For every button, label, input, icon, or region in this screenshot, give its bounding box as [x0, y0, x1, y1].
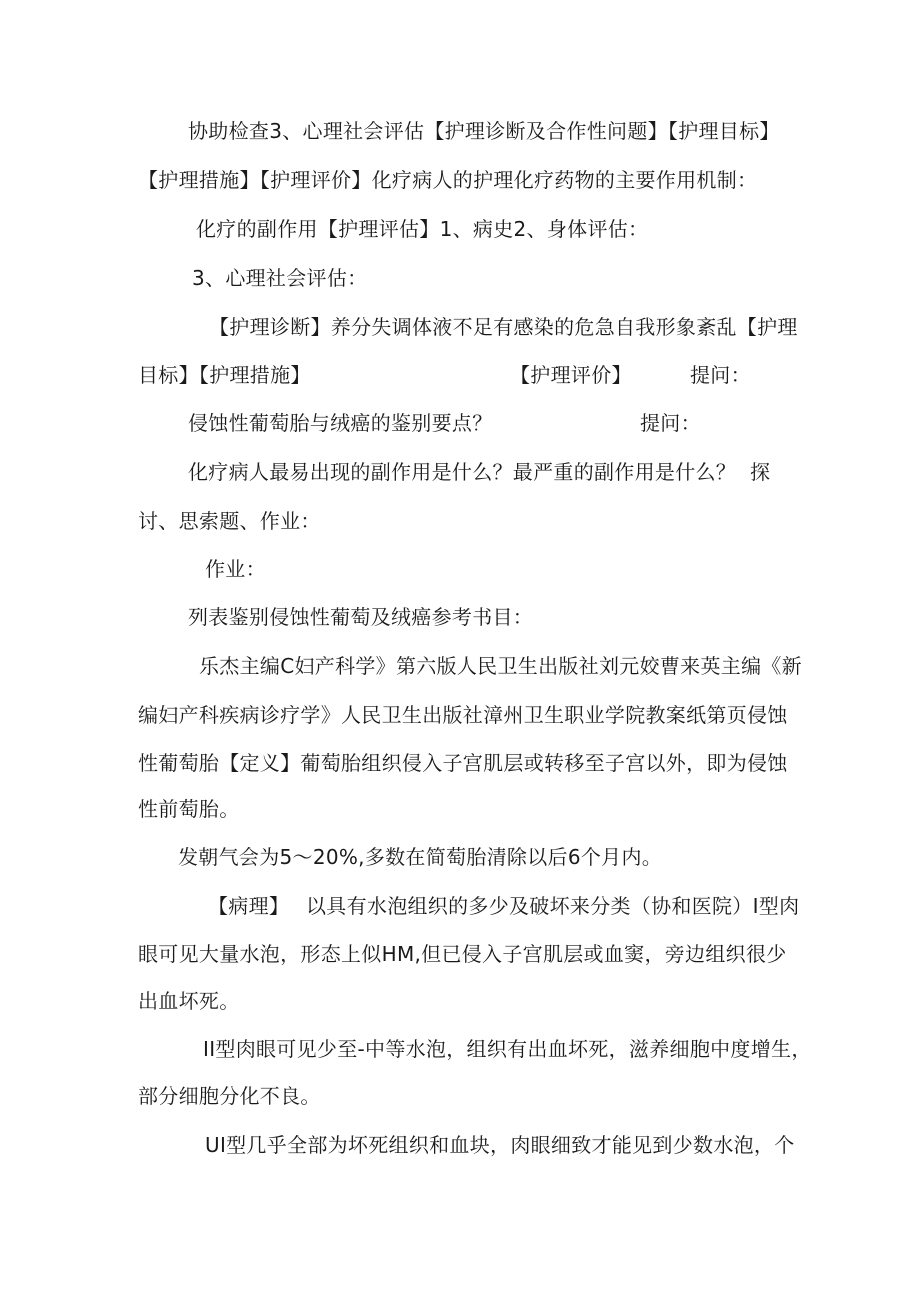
- text-line: 眼可见大量水泡，形态上似HM,但已侵入子宫肌层或血窦，旁边组织很少: [138, 942, 787, 966]
- text-line: 列表鉴别侵蚀性葡萄及绒癌参考书目：: [188, 605, 534, 629]
- text-line: 【护理措施】【护理评价】化疗病人的护理化疗药物的主要作用机制：: [138, 168, 758, 192]
- text-line: 侵蚀性葡萄胎与绒癌的鉴别要点？: [188, 411, 493, 435]
- text-line: 协助检查3、心理社会评估【护理诊断及合作性问题】【护理目标】: [188, 119, 780, 143]
- text-line: 讨、思索题、作业：: [138, 509, 321, 533]
- text-line: 【护理诊断】养分失调体液不足有感染的危急自我形象紊乱【护理: [209, 315, 798, 339]
- text-line: 发朝气会为5～20%,多数在简萄胎清除以后6个月内。: [178, 845, 663, 869]
- text-line: 作业：: [205, 557, 266, 581]
- text-line: 【护理评价】: [510, 363, 632, 387]
- text-line: 编妇产科疾病诊疗学》人民卫生出版社漳州卫生职业学院教案纸第页侵蚀: [138, 703, 788, 727]
- text-line: 化疗病人最易出现的副作用是什么？最严重的副作用是什么？: [188, 460, 737, 484]
- text-line: 性前萄胎。: [138, 797, 240, 821]
- text-line: 出血坏死。: [138, 989, 240, 1013]
- text-line: 乐杰主编C妇产科学》第六版人民卫生出版社刘元姣曹来英主编《新: [199, 654, 802, 678]
- text-line: 性葡萄胎【定义】葡萄胎组织侵入子宫肌层或转移至子宫以外，即为侵蚀: [138, 751, 788, 775]
- text-line: 3、心理社会评估：: [192, 266, 368, 290]
- text-line: 提问：: [640, 411, 701, 435]
- text-line: 部分细胞分化不良。: [138, 1084, 321, 1108]
- text-line: 以具有水泡组织的多少及破坏来分类（协和医院）I型肉: [306, 894, 800, 918]
- text-line: II型肉眼可见少至-中等水泡，组织有出血坏死，滋养细胞中度增生，: [203, 1037, 812, 1061]
- text-line: 探: [750, 460, 771, 484]
- text-line: UI型几乎全部为坏死组织和血块，肉眼细致才能见到少数水泡，个: [205, 1133, 795, 1157]
- text-line: 提问：: [690, 363, 751, 387]
- text-line: 目标】【护理措施】: [138, 363, 311, 387]
- text-line: 化疗的副作用【护理评估】1、病史2、身体评估：: [196, 217, 649, 241]
- text-line: 【病理】: [208, 894, 290, 918]
